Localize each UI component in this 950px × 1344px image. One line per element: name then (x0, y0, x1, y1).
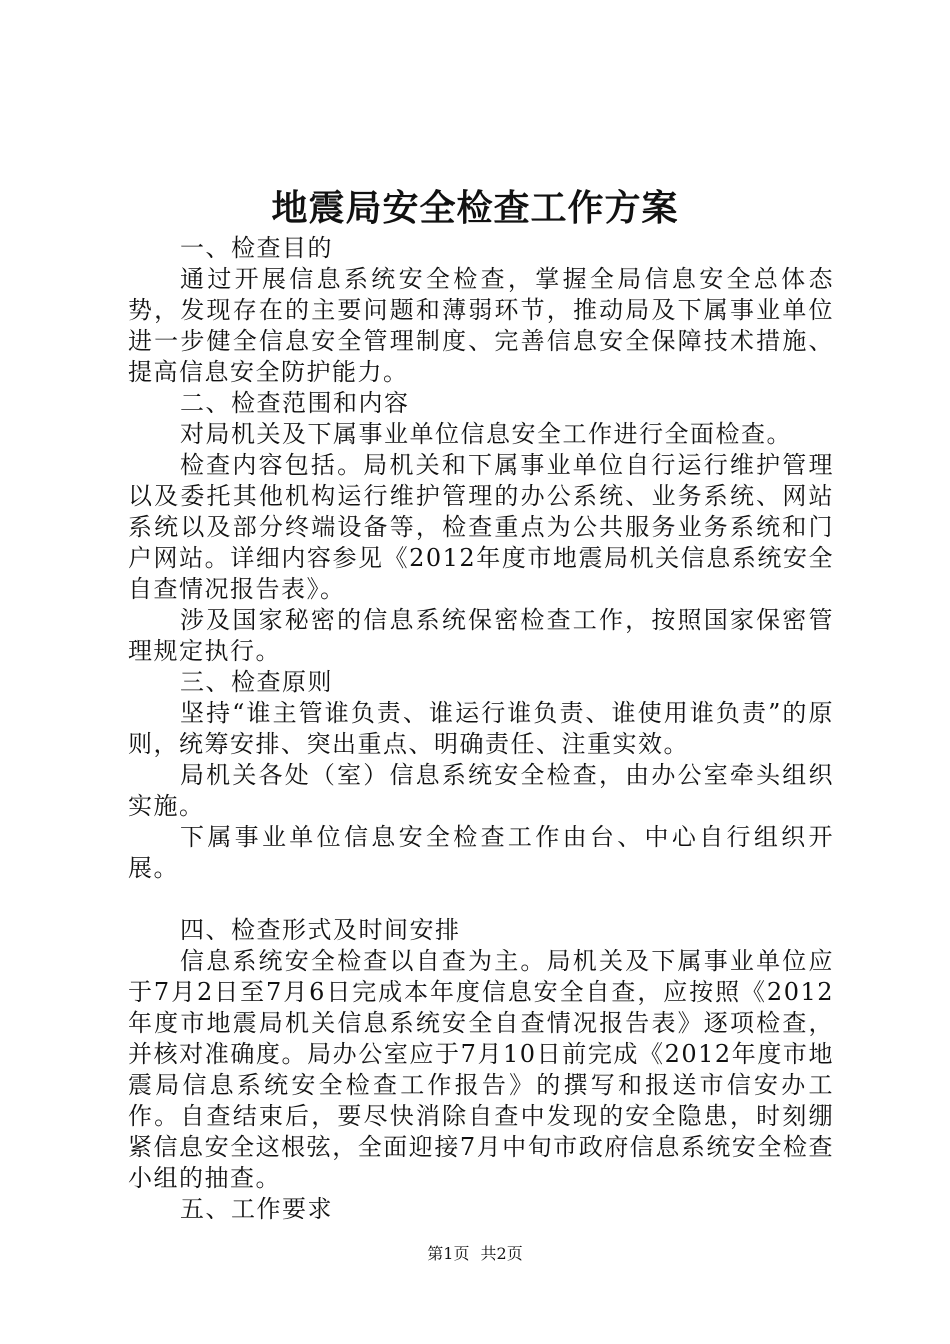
paragraph-scope-secret: 涉及国家秘密的信息系统保密检查工作，按照国家保密管理规定执行。 (128, 606, 834, 665)
page-number: 第1页 (427, 1244, 470, 1263)
paragraph-principles: 坚持“谁主管谁负责、谁运行谁负责、谁使用谁负责”的原则，统筹安排、突出重点、明确责任、注重实效。 (128, 699, 834, 758)
paragraph-scope-content: 检查内容包括。局机关和下属事业单位自行运行维护管理以及委托其他机构运行维护管理的办公系统、业务系统、网站系统以及部分终端设备等，检查重点为公共服务业务系统和门户网站。详细内容参见《2012年度市地震局机关信息系统安全自查情况报告表》。 (128, 451, 834, 603)
section-heading-scope: 二、检查范围和内容 (180, 389, 410, 417)
section-heading-requirements: 五、工作要求 (180, 1195, 333, 1223)
page-total: 共2页 (480, 1244, 523, 1263)
document-body (128, 233, 834, 1225)
paragraph-schedule: 信息系统安全检查以自查为主。局机关及下属事业单位应于7月2日至7月6日完成本年度信息安全自查，应按照《2012年度市地震局机关信息系统安全自查情况报告表》逐项检查，并核对准确度。局办公室应于7月10日前完成《2012年度市地震局信息系统安全检查工作报告》的撰写和报送市信安办工作。自查结束后，要尽快消除自查中发现的安全隐患，时刻绷紧信息安全这根弦，全面迎接7月中旬市政府信息系统安全检查小组的抽查。 (128, 947, 834, 1192)
paragraph-scope-overview: 对局机关及下属事业单位信息安全工作进行全面检查。 (180, 420, 792, 448)
paragraph-principles-office: 局机关各处（室）信息系统安全检查，由办公室牵头组织实施。 (128, 761, 834, 820)
section-heading-schedule: 四、检查形式及时间安排 (180, 916, 461, 944)
section-heading-principles: 三、检查原则 (180, 668, 333, 696)
section-heading-purpose: 一、检查目的 (180, 234, 333, 262)
paragraph-principles-units: 下属事业单位信息安全检查工作由台、中心自行组织开展。 (128, 823, 834, 882)
paragraph-purpose: 通过开展信息系统安全检查，掌握全局信息安全总体态势，发现存在的主要问题和薄弱环节，推动局及下属事业单位进一步健全信息安全管理制度、完善信息安全保障技术措施、提高信息安全防护能力。 (128, 265, 834, 386)
document-title: 地震局安全检查工作方案 (271, 187, 679, 229)
page-footer (0, 1243, 950, 1265)
